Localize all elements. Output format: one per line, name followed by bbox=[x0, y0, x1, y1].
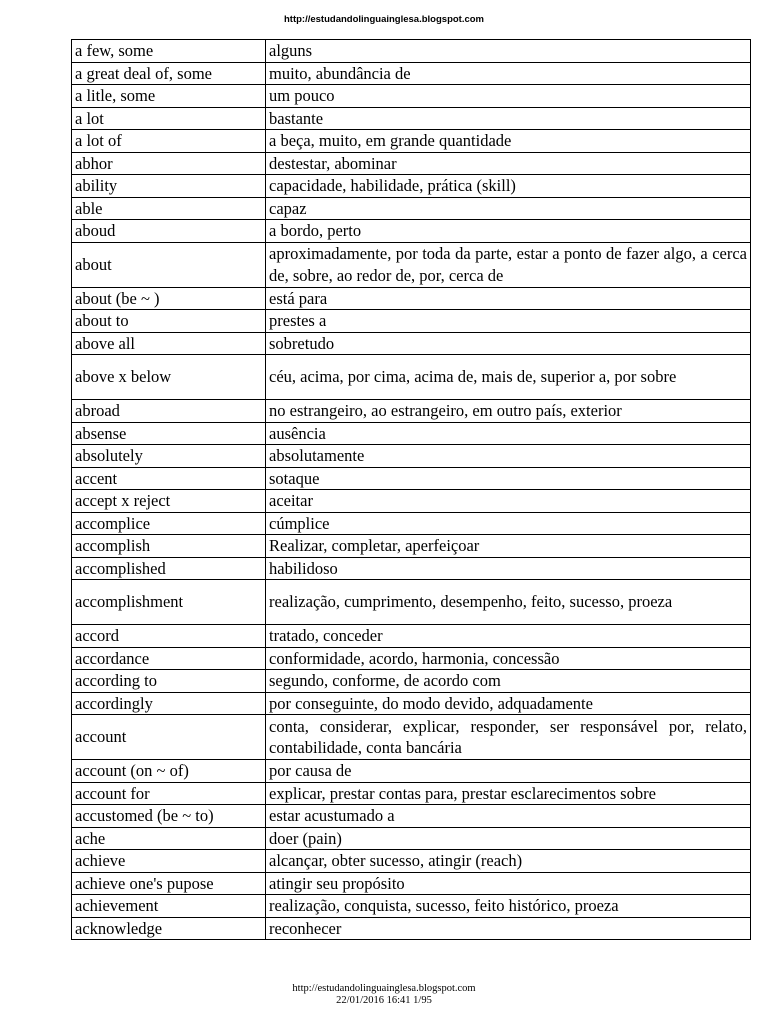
glossary-row bbox=[72, 782, 751, 805]
definition-cell: destestar, abominar bbox=[266, 152, 751, 175]
term-cell: accomplished bbox=[72, 557, 266, 580]
definition-cell: muito, abundância de bbox=[266, 62, 751, 85]
term-cell: able bbox=[72, 197, 266, 220]
glossary-row bbox=[72, 535, 751, 558]
glossary-row bbox=[72, 62, 751, 85]
term-cell: accustomed (be ~ to) bbox=[72, 805, 266, 828]
glossary-row bbox=[72, 107, 751, 130]
glossary-row bbox=[72, 310, 751, 333]
glossary-row bbox=[72, 805, 751, 828]
term-cell: absense bbox=[72, 422, 266, 445]
glossary-row bbox=[72, 692, 751, 715]
glossary-row bbox=[72, 152, 751, 175]
term-cell: a great deal of, some bbox=[72, 62, 266, 85]
definition-cell: ausência bbox=[266, 422, 751, 445]
glossary-row bbox=[72, 557, 751, 580]
definition-cell: prestes a bbox=[266, 310, 751, 333]
definition-cell: por causa de bbox=[266, 760, 751, 783]
definition-cell: aceitar bbox=[266, 490, 751, 513]
glossary-row bbox=[72, 85, 751, 108]
term-cell: about bbox=[72, 242, 266, 287]
glossary-row bbox=[72, 40, 751, 63]
glossary-row bbox=[72, 422, 751, 445]
term-cell: a litle, some bbox=[72, 85, 266, 108]
term-cell: accept x reject bbox=[72, 490, 266, 513]
definition-cell: sotaque bbox=[266, 467, 751, 490]
term-cell: accordingly bbox=[72, 692, 266, 715]
definition-cell: conta, considerar, explicar, responder, ser responsável por, relato, contabilidade, conta bancária bbox=[266, 715, 751, 760]
term-cell: accomplishment bbox=[72, 580, 266, 625]
definition-cell: atingir seu propósito bbox=[266, 872, 751, 895]
glossary-row bbox=[72, 917, 751, 940]
glossary-row bbox=[72, 850, 751, 873]
definition-cell: um pouco bbox=[266, 85, 751, 108]
term-cell: achievement bbox=[72, 895, 266, 918]
term-cell: according to bbox=[72, 670, 266, 693]
term-cell: about to bbox=[72, 310, 266, 333]
definition-cell: a bordo, perto bbox=[266, 220, 751, 243]
term-cell: accent bbox=[72, 467, 266, 490]
term-cell: ability bbox=[72, 175, 266, 198]
glossary-row bbox=[72, 580, 751, 625]
definition-cell: por conseguinte, do modo devido, adquadamente bbox=[266, 692, 751, 715]
footer-page-number: 1/95 bbox=[413, 995, 432, 1006]
footer-date-page bbox=[0, 995, 768, 1007]
term-cell: accord bbox=[72, 625, 266, 648]
definition-cell: reconhecer bbox=[266, 917, 751, 940]
glossary-row bbox=[72, 872, 751, 895]
definition-cell: alcançar, obter sucesso, atingir (reach) bbox=[266, 850, 751, 873]
glossary-row bbox=[72, 287, 751, 310]
definition-cell: capacidade, habilidade, prática (skill) bbox=[266, 175, 751, 198]
definition-cell: habilidoso bbox=[266, 557, 751, 580]
definition-cell: absolutamente bbox=[266, 445, 751, 468]
term-cell: account bbox=[72, 715, 266, 760]
footer-timestamp: 22/01/2016 16:41 bbox=[336, 995, 411, 1006]
glossary-row bbox=[72, 760, 751, 783]
term-cell: a lot of bbox=[72, 130, 266, 153]
definition-cell: tratado, conceder bbox=[266, 625, 751, 648]
definition-cell: realização, cumprimento, desempenho, feito, sucesso, proeza bbox=[266, 580, 751, 625]
glossary-row bbox=[72, 445, 751, 468]
term-cell: acknowledge bbox=[72, 917, 266, 940]
definition-cell: doer (pain) bbox=[266, 827, 751, 850]
term-cell: a lot bbox=[72, 107, 266, 130]
term-cell: accordance bbox=[72, 647, 266, 670]
glossary-row bbox=[72, 220, 751, 243]
term-cell: achieve one's pupose bbox=[72, 872, 266, 895]
glossary-row bbox=[72, 490, 751, 513]
term-cell: account (on ~ of) bbox=[72, 760, 266, 783]
glossary-body bbox=[72, 40, 751, 940]
term-cell: above all bbox=[72, 332, 266, 355]
definition-cell: realização, conquista, sucesso, feito histórico, proeza bbox=[266, 895, 751, 918]
header-url[interactable]: http://estudandolinguainglesa.blogspot.com bbox=[283, 14, 485, 25]
term-cell: a few, some bbox=[72, 40, 266, 63]
term-cell: abhor bbox=[72, 152, 266, 175]
glossary-row bbox=[72, 647, 751, 670]
glossary-row bbox=[72, 175, 751, 198]
definition-cell: segundo, conforme, de acordo com bbox=[266, 670, 751, 693]
term-cell: abroad bbox=[72, 400, 266, 423]
glossary-row bbox=[72, 400, 751, 423]
definition-cell: está para bbox=[266, 287, 751, 310]
glossary-row bbox=[72, 512, 751, 535]
term-cell: aboud bbox=[72, 220, 266, 243]
definition-cell: no estrangeiro, ao estrangeiro, em outro país, exterior bbox=[266, 400, 751, 423]
definition-cell: bastante bbox=[266, 107, 751, 130]
definition-cell: alguns bbox=[266, 40, 751, 63]
term-cell: about (be ~ ) bbox=[72, 287, 266, 310]
definition-cell: estar acustumado a bbox=[266, 805, 751, 828]
definition-cell: céu, acima, por cima, acima de, mais de, superior a, por sobre bbox=[266, 355, 751, 400]
definition-cell: sobretudo bbox=[266, 332, 751, 355]
definition-cell: cúmplice bbox=[266, 512, 751, 535]
footer-url[interactable]: http://estudandolinguainglesa.blogspot.com bbox=[292, 983, 476, 994]
glossary-row bbox=[72, 625, 751, 648]
term-cell: achieve bbox=[72, 850, 266, 873]
definition-cell: capaz bbox=[266, 197, 751, 220]
term-cell: accomplish bbox=[72, 535, 266, 558]
term-cell: above x below bbox=[72, 355, 266, 400]
glossary-row bbox=[72, 827, 751, 850]
glossary-row bbox=[72, 130, 751, 153]
term-cell: account for bbox=[72, 782, 266, 805]
glossary-row bbox=[72, 197, 751, 220]
glossary-row bbox=[72, 715, 751, 760]
term-cell: accomplice bbox=[72, 512, 266, 535]
glossary-row bbox=[72, 467, 751, 490]
definition-cell: Realizar, completar, aperfeiçoar bbox=[266, 535, 751, 558]
term-cell: ache bbox=[72, 827, 266, 850]
definition-cell: aproximadamente, por toda da parte, estar a ponto de fazer algo, a cerca de, sobre, ao redor de, por, cerca de bbox=[266, 242, 751, 287]
definition-cell: conformidade, acordo, harmonia, concessão bbox=[266, 647, 751, 670]
definition-cell: explicar, prestar contas para, prestar esclarecimentos sobre bbox=[266, 782, 751, 805]
page-footer bbox=[0, 983, 768, 1007]
glossary-row bbox=[72, 670, 751, 693]
term-cell: absolutely bbox=[72, 445, 266, 468]
glossary-row bbox=[72, 242, 751, 287]
glossary-row bbox=[72, 895, 751, 918]
glossary-table bbox=[71, 39, 751, 940]
glossary-row bbox=[72, 332, 751, 355]
glossary-row bbox=[72, 355, 751, 400]
definition-cell: a beça, muito, em grande quantidade bbox=[266, 130, 751, 153]
